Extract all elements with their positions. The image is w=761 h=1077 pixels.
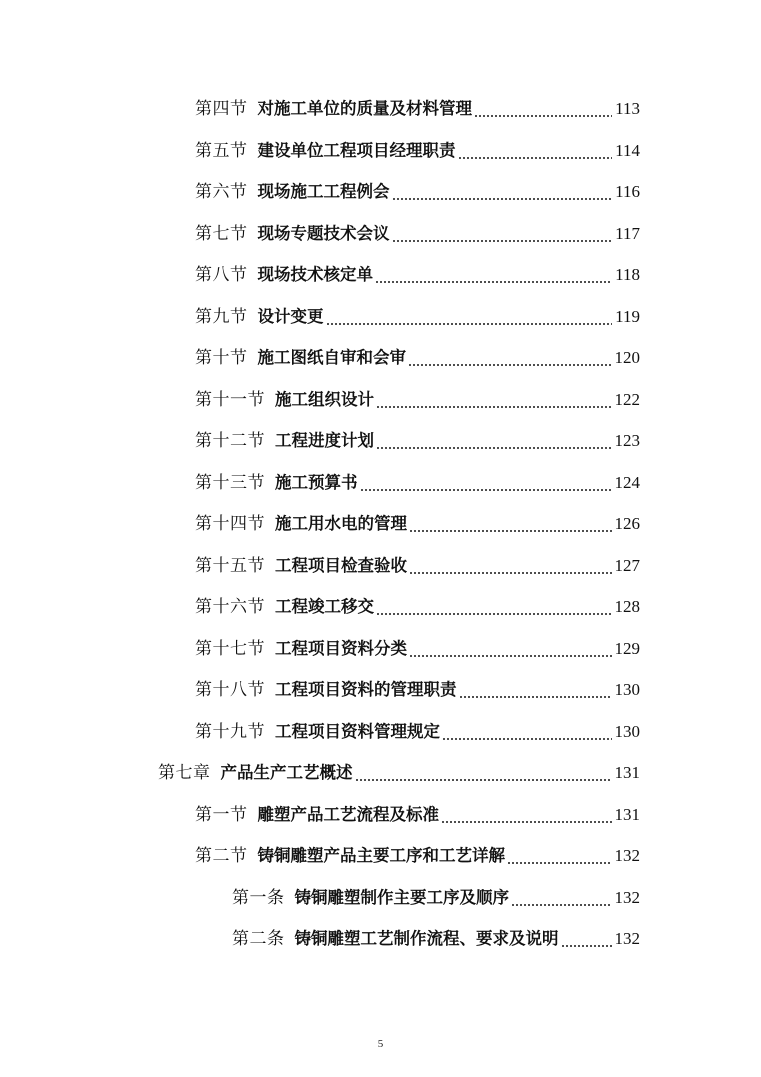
- toc-entry-label: 第十四节: [195, 514, 265, 534]
- toc-entry-page: 128: [614, 597, 640, 616]
- toc-entry-title: 对施工单位的质量及材料管理: [257, 99, 472, 118]
- toc-entry-page: 120: [614, 348, 640, 367]
- toc-entry-page: 126: [614, 514, 640, 533]
- toc-entry-title: 铸铜雕塑工艺制作流程、要求及说明: [294, 929, 559, 948]
- toc-leader-dots: [326, 302, 613, 332]
- toc-entry-label: 第十六节: [195, 597, 265, 617]
- toc-leader-dots: [355, 758, 612, 788]
- toc-entry[interactable]: [195, 468, 640, 498]
- toc-entry-title: 现场技术核定单: [257, 265, 373, 284]
- toc-entry-label: 第二条: [232, 929, 285, 949]
- toc-entry-title: 产品生产工艺概述: [220, 763, 353, 782]
- toc-leader-dots: [409, 551, 612, 581]
- toc-entry-label: 第十二节: [195, 431, 265, 451]
- toc-leader-dots: [409, 509, 612, 539]
- toc-entry-page: 113: [615, 99, 640, 118]
- toc-entry-title: 工程项目检查验收: [275, 555, 407, 575]
- toc-leader-dots: [474, 94, 612, 124]
- toc-leader-dots: [392, 219, 613, 249]
- toc-entry-title: 铸铜雕塑产品主要工序和工艺详解: [257, 846, 505, 865]
- toc-entry-title: 工程进度计划: [275, 431, 374, 450]
- toc-entry-page: 114: [615, 140, 640, 160]
- toc-entry-label: 第九节: [195, 306, 248, 327]
- toc-entry[interactable]: [195, 592, 640, 622]
- toc-entry-page: 131: [614, 804, 640, 824]
- toc-entry-title: 施工预算书: [275, 472, 358, 492]
- toc-entry-label: 第一节: [195, 804, 248, 825]
- toc-article-entry[interactable]: [232, 924, 640, 954]
- toc-entry-title: 铸铜雕塑制作主要工序及顺序: [294, 887, 509, 907]
- toc-leader-dots: [458, 136, 613, 166]
- toc-entry-page: 123: [614, 431, 640, 450]
- page-number: 5: [377, 1038, 384, 1050]
- toc-entry[interactable]: [195, 509, 640, 539]
- toc-article-entry[interactable]: [232, 883, 640, 913]
- toc-entry[interactable]: [195, 800, 640, 830]
- toc-entry-page: 117: [615, 223, 640, 243]
- toc-chapter-entry[interactable]: [158, 758, 640, 788]
- toc-entry[interactable]: [195, 94, 640, 124]
- toc-entry-page: 130: [614, 721, 640, 741]
- toc-entry-page: 132: [614, 887, 640, 907]
- toc-leader-dots: [511, 883, 612, 913]
- toc-leader-dots: [507, 841, 612, 871]
- toc-entry-title: 工程竣工移交: [275, 597, 374, 616]
- toc-entry-label: 第五节: [195, 140, 248, 161]
- toc-entry-label: 第七章: [158, 763, 211, 783]
- toc-entry-label: 第七节: [195, 223, 248, 244]
- toc-entry-label: 第四节: [195, 99, 248, 119]
- toc-entry[interactable]: [195, 717, 640, 747]
- toc-entry-page: 118: [615, 265, 640, 284]
- toc-entry-label: 第十节: [195, 348, 248, 368]
- toc-leader-dots: [392, 177, 613, 207]
- toc-leader-dots: [376, 592, 612, 622]
- toc-entry-page: 130: [614, 680, 640, 699]
- toc-entry-title: 现场施工工程例会: [257, 182, 390, 201]
- toc-entry-title: 施工用水电的管理: [275, 514, 407, 533]
- toc-entry[interactable]: [195, 426, 640, 456]
- toc-entry-label: 第十九节: [195, 721, 265, 742]
- toc-entry-label: 第八节: [195, 265, 248, 285]
- toc-leader-dots: [408, 343, 612, 373]
- toc-entry-label: 第二节: [195, 846, 248, 866]
- toc-entry-title: 施工组织设计: [275, 389, 374, 409]
- toc-entry-page: 116: [615, 182, 640, 201]
- toc-entry-title: 设计变更: [257, 306, 324, 326]
- toc-entry-page: 131: [614, 763, 640, 782]
- toc-entry-page: 119: [615, 306, 640, 326]
- toc-leader-dots: [441, 800, 612, 830]
- toc-entry[interactable]: [195, 136, 640, 166]
- toc-entry-title: 建设单位工程项目经理职责: [257, 140, 456, 160]
- toc-entry-label: 第十八节: [195, 680, 265, 700]
- toc-entry[interactable]: [195, 675, 640, 705]
- toc-entry-label: 第十七节: [195, 638, 265, 659]
- toc-leader-dots: [561, 924, 612, 954]
- toc-leader-dots: [442, 717, 612, 747]
- toc-entry-page: 132: [614, 846, 640, 865]
- toc-entry[interactable]: [195, 343, 640, 373]
- toc-entry-page: 122: [614, 389, 640, 409]
- toc-entry-title: 施工图纸自审和会审: [257, 348, 406, 367]
- toc-entry-label: 第十一节: [195, 389, 265, 410]
- toc-entry-title: 雕塑产品工艺流程及标准: [257, 804, 439, 824]
- toc-entry[interactable]: [195, 385, 640, 415]
- toc-entry[interactable]: [195, 177, 640, 207]
- toc-entry-page: 132: [614, 929, 640, 948]
- toc-entry-page: 127: [614, 555, 640, 575]
- toc-entry-title: 工程项目资料分类: [275, 638, 407, 658]
- toc-entry[interactable]: [195, 551, 640, 581]
- toc-leader-dots: [376, 426, 612, 456]
- toc-entry-label: 第十五节: [195, 555, 265, 576]
- toc-leader-dots: [360, 468, 612, 498]
- toc-entry-label: 第六节: [195, 182, 248, 202]
- toc-entry-title: 现场专题技术会议: [257, 223, 390, 243]
- toc-leader-dots: [459, 675, 612, 705]
- toc-leader-dots: [375, 260, 612, 290]
- toc-entry-page: 129: [614, 638, 640, 658]
- toc-entry-page: 124: [614, 472, 640, 492]
- toc-entry[interactable]: [195, 260, 640, 290]
- toc-entry[interactable]: [195, 219, 640, 249]
- toc-entry-title: 工程项目资料管理规定: [275, 721, 440, 741]
- toc-entry-label: 第十三节: [195, 472, 265, 493]
- toc-entry[interactable]: [195, 302, 640, 332]
- toc-leader-dots: [376, 385, 612, 415]
- toc-entry-title: 工程项目资料的管理职责: [275, 680, 457, 699]
- toc-entry-label: 第一条: [232, 887, 285, 908]
- toc-entry[interactable]: [195, 634, 640, 664]
- toc-entry[interactable]: [195, 841, 640, 871]
- toc-leader-dots: [409, 634, 612, 664]
